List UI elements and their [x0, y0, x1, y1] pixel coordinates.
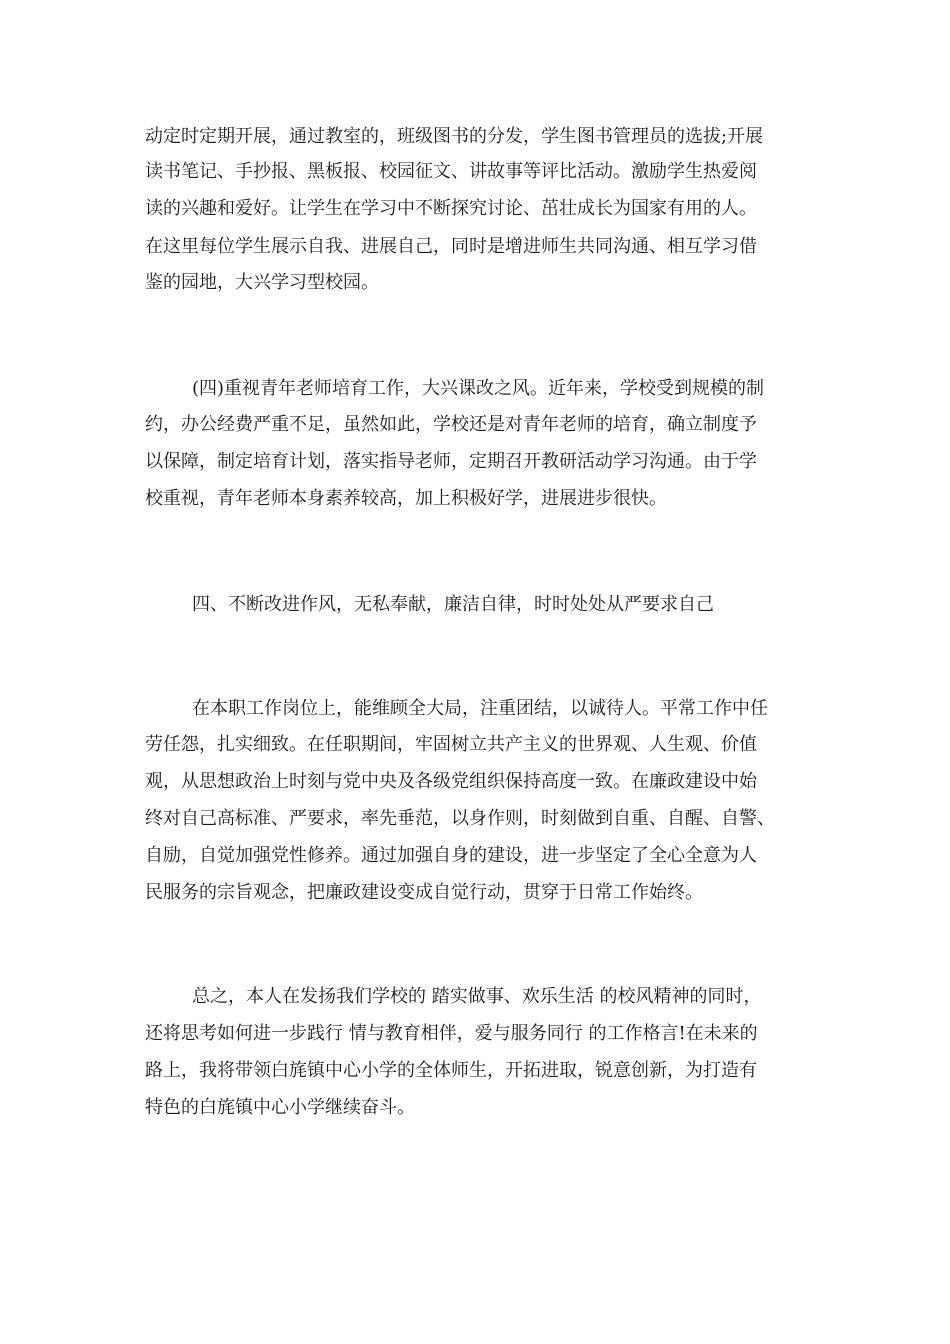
text-line: 在本职工作岗位上，能维顾全大局，注重团结，以诚待人。平常工作中任	[192, 698, 768, 719]
text-line: 总之，本人在发扬我们学校的 踏实做事、欢乐生活 的校风精神的同时，	[192, 986, 762, 1007]
text-line: 观，从思想政治上时刻与党中央及各级党组织保持高度一致。在廉政建设中始	[145, 771, 757, 792]
text-line: (四)重视青年老师培育工作，大兴课改之风。近年来，学校受到规模的制	[192, 378, 765, 399]
text-line: 鉴的园地，大兴学习型校园。	[145, 272, 379, 293]
text-line: 读的兴趣和爱好。让学生在学习中不断探究讨论、茁壮成长为国家有用的人。	[145, 198, 757, 219]
text-line: 读书笔记、手抄报、黑板报、校园征文、讲故事等评比活动。激励学生热爱阅	[145, 161, 757, 182]
text-line: 在这里每位学生展示自我、进展自己，同时是增进师生共同沟通、相互学习借	[145, 236, 757, 257]
text-line: 动定时定期开展，通过教室的，班级图书的分发，学生图书管理员的选拔;开展	[145, 126, 764, 147]
text-line: 自励，自觉加强党性修养。通过加强自身的建设，进一步坚定了全心全意为人	[145, 845, 757, 866]
text-line: 民服务的宗旨观念，把廉政建设变成自觉行动，贯穿于日常工作始终。	[145, 882, 703, 903]
section-heading: 四、不断改进作风，无私奉献，廉洁自律，时时处处从严要求自己	[192, 594, 714, 615]
text-line: 校重视，青年老师本身素养较高，加上积极好学，进展进步很快。	[145, 488, 667, 509]
text-line: 以保障，制定培育计划，落实指导老师，定期召开教研活动学习沟通。由于学	[145, 451, 757, 472]
text-line: 路上，我将带领白旄镇中心小学的全体师生，开拓进取，锐意创新，为打造有	[145, 1060, 757, 1081]
text-line: 终对自己高标准、严要求，率先垂范，以身作则，时刻做到自重、自醒、自警、	[145, 808, 775, 829]
text-line: 还将思考如何进一步践行 情与教育相伴，爱与服务同行 的工作格言!在未来的	[145, 1023, 758, 1044]
text-line: 约，办公经费严重不足，虽然如此，学校还是对青年老师的培育，确立制度予	[145, 414, 757, 435]
text-line: 特色的白旄镇中心小学继续奋斗。	[145, 1097, 415, 1118]
text-line: 劳任怨，扎实细致。在任职期间，牢固树立共产主义的世界观、人生观、价值	[145, 734, 757, 755]
